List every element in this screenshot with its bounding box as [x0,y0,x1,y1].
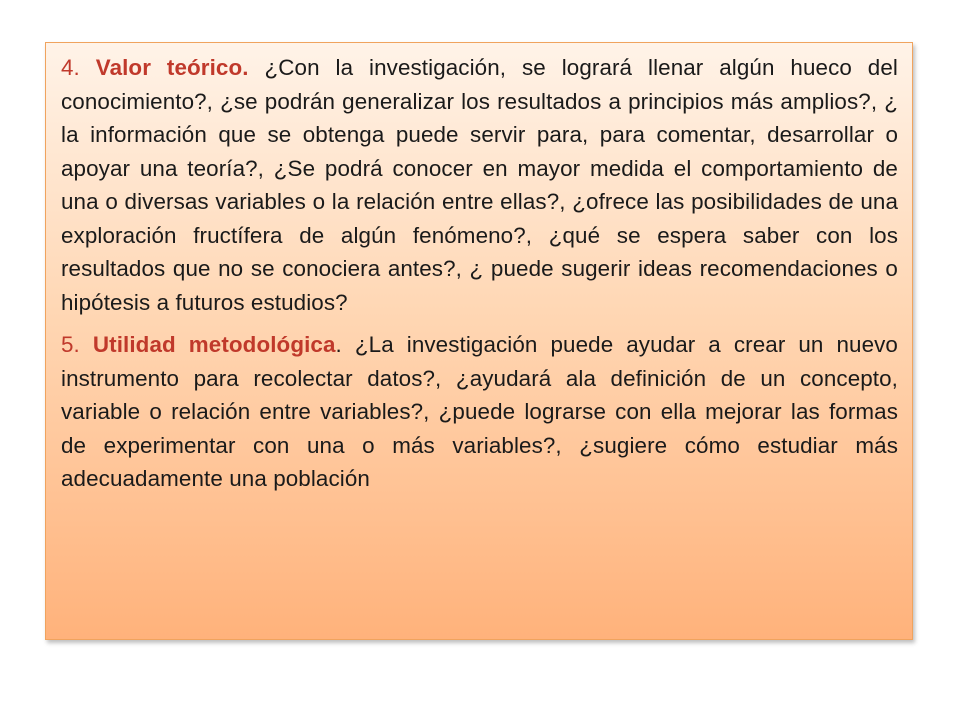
section-body: ¿La investigación puede ayudar a crear un nuevo instrumento para recolectar datos?, ¿ayudará ala definición de un concepto, variable o relación entre variables?, ¿puede lograrse con ella mejorar las formas de experimentar con una o más variables?, ¿sugiere cómo estudiar más adecuadamente una población [61,332,898,491]
section-heading: Utilidad metodológica [92,332,336,357]
section-heading: Valor teórico. [95,55,249,80]
section-number: 5. [61,332,80,357]
content-box [45,42,913,640]
section-valor-teorico [61,51,898,319]
section-body: ¿Con la investigación, se logrará llenar algún hueco del conocimiento?, ¿se podrán generalizar los resultados a principios más amplios?, ¿ la información que se obtenga puede servir para, para comentar, desarrollar o apoyar una teoría?, ¿Se podrá conocer en mayor medida el comportamiento de una o diversas variables o la relación entre ellas?, ¿ofrece las posibilidades de una exploración fructífera de algún fenómeno?, ¿qué se espera saber con los resultados que no se conociera antes?, ¿ puede sugerir ideas recomendaciones o hipótesis a futuros estudios? [61,55,898,315]
section-number: 4. [61,55,80,80]
section-utilidad-metodologica [61,328,898,496]
section-heading-suffix: . [335,332,342,357]
